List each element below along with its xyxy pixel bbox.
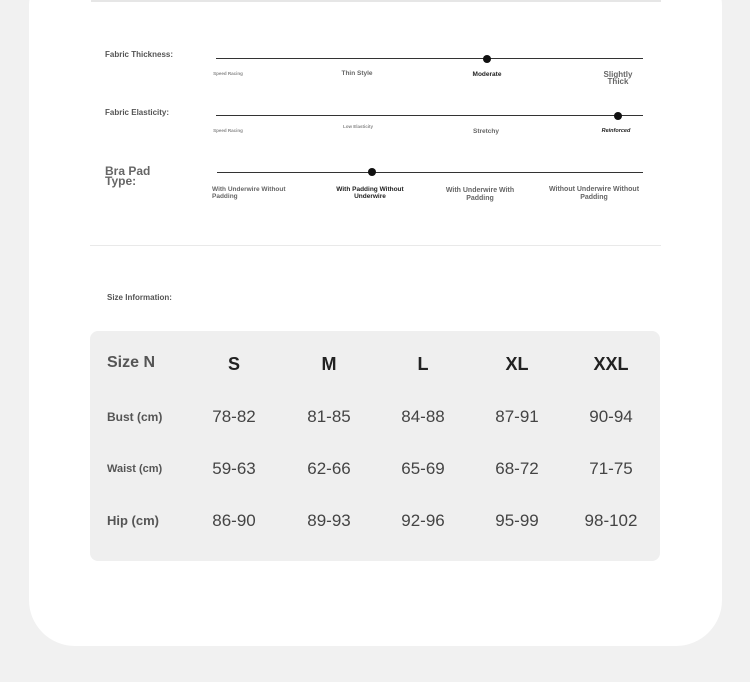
bra-pad-option-3: With Underwire With Padding [445,187,515,202]
size-table [90,331,660,561]
bust-label: Bust (cm) [107,410,163,424]
size-header-xl: XL [505,354,529,374]
fabric-elasticity-option-3: Stretchy [472,128,499,135]
size-header-m: M [321,354,337,374]
fabric-elasticity-option-4: Reinforced [601,128,631,134]
hip-xxl: 98-102 [584,511,638,530]
bust-xxl: 90-94 [589,407,633,426]
fabric-thickness-label: Fabric Thickness: [105,50,174,59]
waist-s: 59-63 [212,459,256,478]
waist-xl: 68-72 [495,459,539,478]
bust-l: 84-88 [401,407,445,426]
fabric-elasticity-option-2: Low Elasticity [342,124,373,129]
bra-pad-option-2: With Padding Without Underwire [336,186,404,200]
fabric-elasticity-marker [614,112,622,120]
size-header-label: Size N [107,354,156,371]
section-divider [90,245,661,246]
size-row-bust [90,401,660,431]
bra-pad-marker [368,168,376,176]
fabric-thickness-option-2: Thin Style [341,70,373,77]
fabric-elasticity-label: Fabric Elasticity: [105,108,170,117]
size-info-label: Size Information: [107,293,172,302]
bra-pad-option-1: With Underwire Without Padding [212,186,286,200]
fabric-thickness-scale [216,58,643,59]
waist-l: 65-69 [401,459,445,478]
fabric-thickness-option-3: Moderate [472,71,502,78]
size-header-s: S [227,354,240,374]
waist-label: Waist (cm) [107,463,163,475]
size-row-hip [90,505,660,535]
size-row-waist [90,453,660,483]
bust-s: 78-82 [212,407,256,426]
bra-pad-scale [217,172,643,173]
hip-m: 89-93 [307,511,351,530]
size-header-xxl: XXL [593,354,629,374]
bra-pad-option-4: Without Underwire Without Padding [548,186,640,201]
waist-m: 62-66 [307,459,351,478]
bust-m: 81-85 [307,407,351,426]
hip-label: Hip (cm) [107,513,159,528]
fabric-thickness-option-4: Slightly Thick [603,70,633,86]
fabric-elasticity-option-1: Speed Racing [213,128,243,133]
bra-pad-type-label: Bra Pad Type: [105,164,151,188]
size-header-l: L [417,354,429,374]
hip-s: 86-90 [212,511,256,530]
waist-xxl: 71-75 [589,459,633,478]
fabric-thickness-option-1: Speed Racing [213,71,243,76]
fabric-elasticity-scale [216,115,643,116]
hip-l: 92-96 [401,511,445,530]
size-header-row [90,348,660,378]
top-divider [91,0,661,2]
bust-xl: 87-91 [495,407,539,426]
fabric-thickness-marker [483,55,491,63]
hip-xl: 95-99 [495,511,539,530]
